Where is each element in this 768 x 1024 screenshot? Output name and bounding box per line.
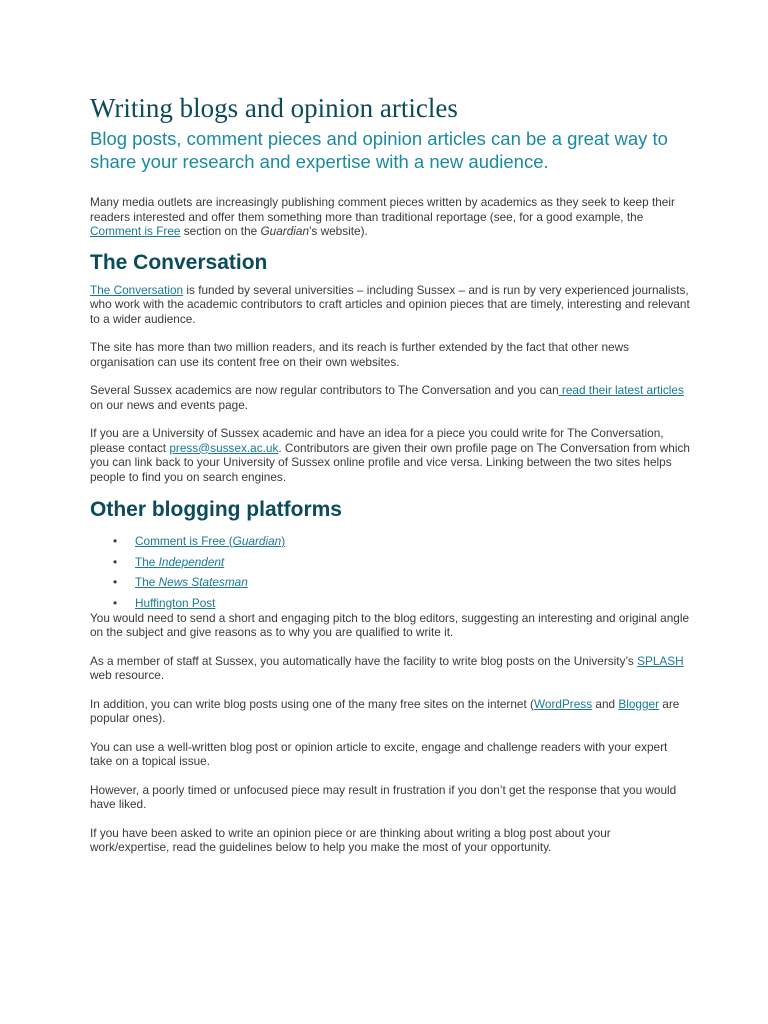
page-subtitle: Blog posts, comment pieces and opinion articles can be a great way to share your research and expertise with a new audience. — [90, 128, 668, 172]
comment-is-free-link[interactable]: Comment is Free — [90, 224, 181, 238]
conversation-paragraph-2: The site has more than two million readers, and its reach is further extended by the fact that other news organisation can use its content free on their own websites. — [90, 340, 630, 369]
page-title: Writing blogs and opinion articles — [90, 93, 458, 123]
intro-paragraph — [90, 195, 690, 239]
intro-text: Many media outlets are increasingly publishing comment pieces written by academics as they seek to keep their readers interested and offer them something more than traditional reportage (see, for a good example, the — [90, 195, 675, 224]
blogger-link[interactable]: Blogger — [618, 696, 660, 711]
platform-link-independent[interactable]: The Independent — [135, 554, 225, 569]
list-item — [90, 596, 690, 611]
conversation-p3-text-end: on our news and events page. — [90, 397, 249, 412]
platforms-paragraph-3 — [90, 697, 690, 726]
conversation-paragraph-4 — [90, 426, 690, 484]
list-item — [90, 555, 690, 576]
platforms-p3-text-mid: and — [592, 696, 619, 711]
bullet-icon: • — [113, 595, 118, 610]
conversation-p4-text-end: . Contributors are given their own profile page on The Conversation from which you can link back to your University of Sussex online profile and vice versa. Linking between the two sites helps people to find you on search engines. — [90, 440, 690, 484]
platforms-paragraph-1: You would need to send a short and engaging pitch to the blog editors, suggesting an interesting and original angle on the subject and give reasons as to why you are qualified to write it. — [90, 610, 690, 639]
guardian-emphasis: Guardian — [260, 224, 310, 238]
intro-text-end: ’s website). — [309, 224, 368, 238]
conversation-p1-text: is funded by several universities – including Sussex – and is run by very experienced journalists, who work with the academic contributors to craft articles and opinion pieces that are timely, interesting and relevant to a wider audience. — [90, 282, 690, 326]
list-item — [90, 575, 690, 596]
platforms-p3-text-end: are popular ones). — [90, 696, 680, 725]
press-email-link[interactable]: press@sussex.ac.uk — [169, 440, 279, 455]
bullet-icon: • — [113, 534, 118, 548]
conversation-paragraph-3 — [90, 383, 690, 412]
article-body — [90, 90, 690, 855]
platforms-paragraph-2 — [90, 654, 690, 683]
conversation-paragraph-1 — [90, 283, 690, 327]
conversation-p3-text: Several Sussex academics are now regular contributors to The Conversation and you can — [90, 383, 559, 397]
bullet-icon: • — [113, 575, 118, 589]
platforms-list — [90, 534, 690, 611]
wordpress-link[interactable]: WordPress — [533, 696, 593, 711]
the-conversation-link[interactable]: The Conversation — [90, 282, 184, 297]
conversation-heading: The Conversation — [90, 250, 268, 274]
list-item — [90, 534, 690, 555]
platform-link-guardian[interactable]: Comment is Free (Guardian) — [135, 534, 286, 548]
platforms-heading: Other blogging platforms — [90, 498, 342, 521]
platforms-paragraph-6: If you have been asked to write an opinion piece or are thinking about writing a blog post about your work/expertise, read the guidelines below to help you make the most of your opportunity. — [90, 825, 611, 854]
platforms-paragraph-5: However, a poorly timed or unfocused piece may result in frustration if you don’t get the response that you would have liked. — [90, 782, 677, 811]
intro-text-mid: section on the — [180, 224, 261, 238]
platform-link-huffington-post[interactable]: Huffington Post — [135, 595, 216, 610]
bullet-icon: • — [113, 554, 118, 569]
platforms-paragraph-4: You can use a well-written blog post or opinion article to excite, engage and challenge readers with your expert take on a topical issue. — [90, 739, 668, 768]
splash-link[interactable]: SPLASH — [637, 653, 684, 668]
read-latest-articles-link[interactable]: read their latest articles — [558, 383, 684, 397]
platforms-p2-text: As a member of staff at Sussex, you automatically have the facility to write blog posts on the University’s — [90, 653, 638, 668]
platforms-p3-text: In addition, you can write blog posts using one of the many free sites on the internet ( — [90, 696, 534, 711]
platform-link-news-statesman[interactable]: The News Statesman — [135, 575, 248, 589]
conversation-p4-text: If you are a University of Sussex academic and have an idea for a piece you could write for The Conversation, please contact — [90, 426, 664, 455]
platforms-p2-text-end: web resource. — [90, 668, 165, 682]
